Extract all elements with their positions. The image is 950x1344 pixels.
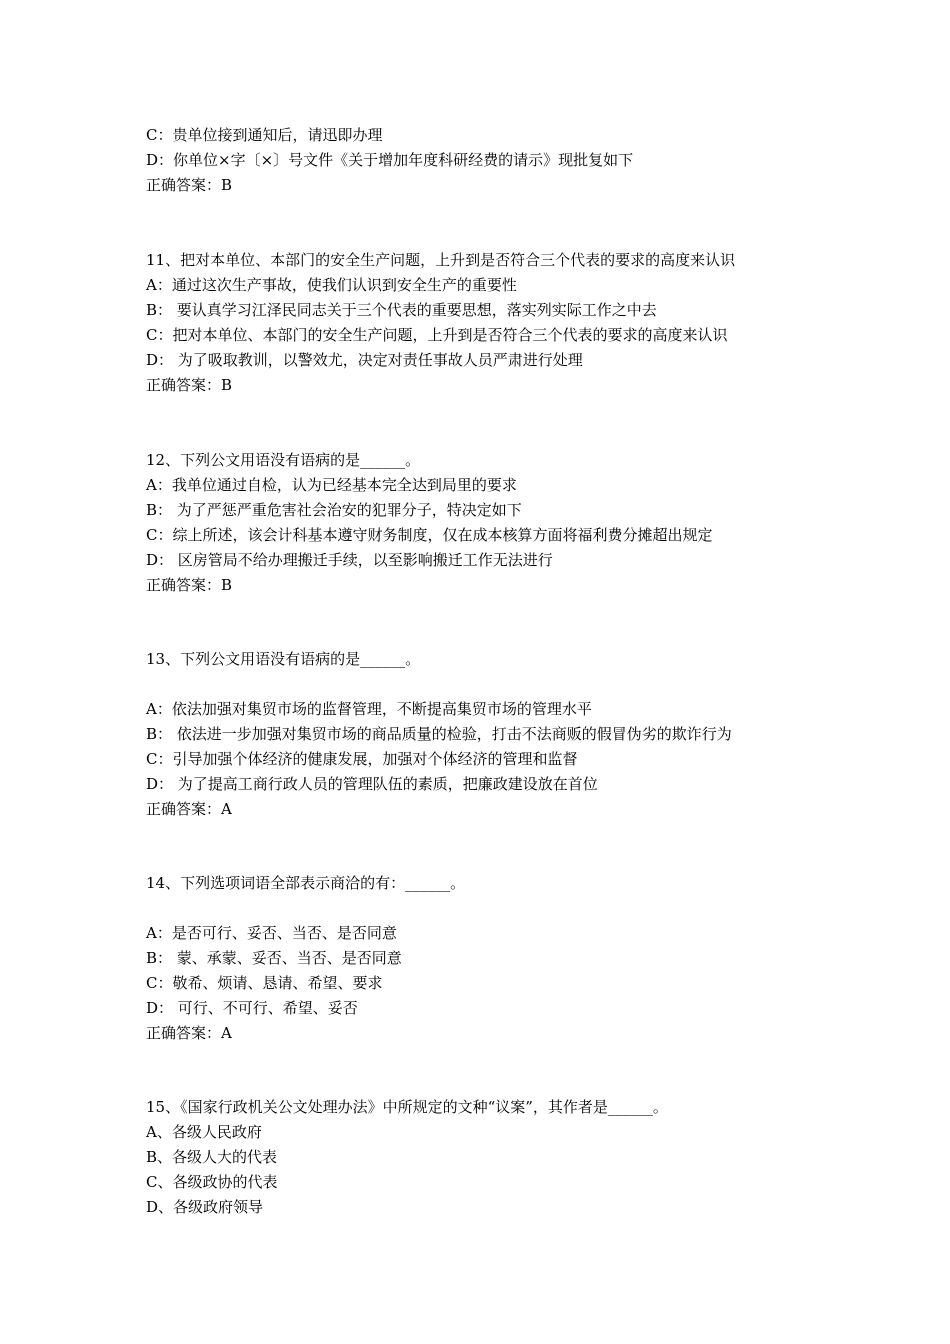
- correct-answer: 正确答案：A: [146, 1024, 232, 1042]
- blank-line: [146, 672, 846, 697]
- option-b: B： 蒙、承蒙、妥否、当否、是否同意: [146, 949, 402, 967]
- correct-answer: 正确答案：A: [146, 800, 232, 818]
- option-b: B： 依法进一步加强对集贸市场的商品质量的检验，打击不法商贩的假冒伪劣的欺诈行为: [146, 725, 732, 743]
- option-c: C：敬希、烦请、恳请、希望、要求: [146, 974, 383, 992]
- option-a: A：通过这次生产事故，使我们认识到安全生产的重要性: [146, 276, 517, 294]
- option-c: C：把对本单位、本部门的安全生产问题，上升到是否符合三个代表的要求的高度来认识: [146, 326, 728, 344]
- option-d: D： 可行、不可行、希望、妥否: [146, 999, 358, 1017]
- option-b: B： 要认真学习江泽民同志关于三个代表的重要思想，落实列实际工作之中去: [146, 301, 657, 319]
- option-c: C、各级政协的代表: [146, 1173, 278, 1191]
- question-text: 12、下列公文用语没有语病的是______。: [146, 451, 421, 469]
- option-b: B、各级人大的代表: [146, 1148, 278, 1166]
- question-text: 13、下列公文用语没有语病的是______。: [146, 650, 421, 668]
- correct-answer: 正确答案：B: [146, 576, 233, 594]
- option-c: C：综上所述，该会计科基本遵守财务制度，仅在成本核算方面将福利费分摊超出规定: [146, 526, 713, 544]
- option-d: D：你单位×字〔×〕号文件《关于增加年度科研经费的请示》现批复如下: [146, 151, 634, 169]
- question-text: 15、《国家行政机关公文处理办法》中所规定的文种“议案”，其作者是______。: [146, 1098, 668, 1116]
- question-14: [146, 871, 846, 1046]
- question-11: [146, 248, 846, 398]
- option-c: C：贵单位接到通知后，请迅即办理: [146, 126, 383, 144]
- question-13: [146, 647, 846, 822]
- option-a: A：是否可行、妥否、当否、是否同意: [146, 924, 397, 942]
- option-d: D： 为了提高工商行政人员的管理队伍的素质，把廉政建设放在首位: [146, 775, 598, 793]
- blank-line: [146, 896, 846, 921]
- question-15: [146, 1095, 846, 1220]
- question-12: [146, 448, 846, 598]
- question-10-tail: [146, 123, 846, 198]
- option-a: A：我单位通过自检，认为已经基本完全达到局里的要求: [146, 476, 517, 494]
- correct-answer: 正确答案：B: [146, 376, 233, 394]
- option-d: D、各级政府领导: [146, 1198, 264, 1216]
- question-text: 11、把对本单位、本部门的安全生产问题，上升到是否符合三个代表的要求的高度来认识: [146, 251, 736, 269]
- option-a: A、各级人民政府: [146, 1123, 262, 1141]
- correct-answer: 正确答案：B: [146, 176, 233, 194]
- option-c: C：引导加强个体经济的健康发展，加强对个体经济的管理和监督: [146, 750, 578, 768]
- option-b: B： 为了严惩严重危害社会治安的犯罪分子，特决定如下: [146, 501, 522, 519]
- question-text: 14、下列选项词语全部表示商洽的有：______。: [146, 874, 466, 892]
- option-a: A：依法加强对集贸市场的监督管理，不断提高集贸市场的管理水平: [146, 700, 592, 718]
- option-d: D： 为了吸取教训，以警效尤，决定对责任事故人员严肃进行处理: [146, 351, 583, 369]
- option-d: D： 区房管局不给办理搬迁手续，以至影响搬迁工作无法进行: [146, 551, 553, 569]
